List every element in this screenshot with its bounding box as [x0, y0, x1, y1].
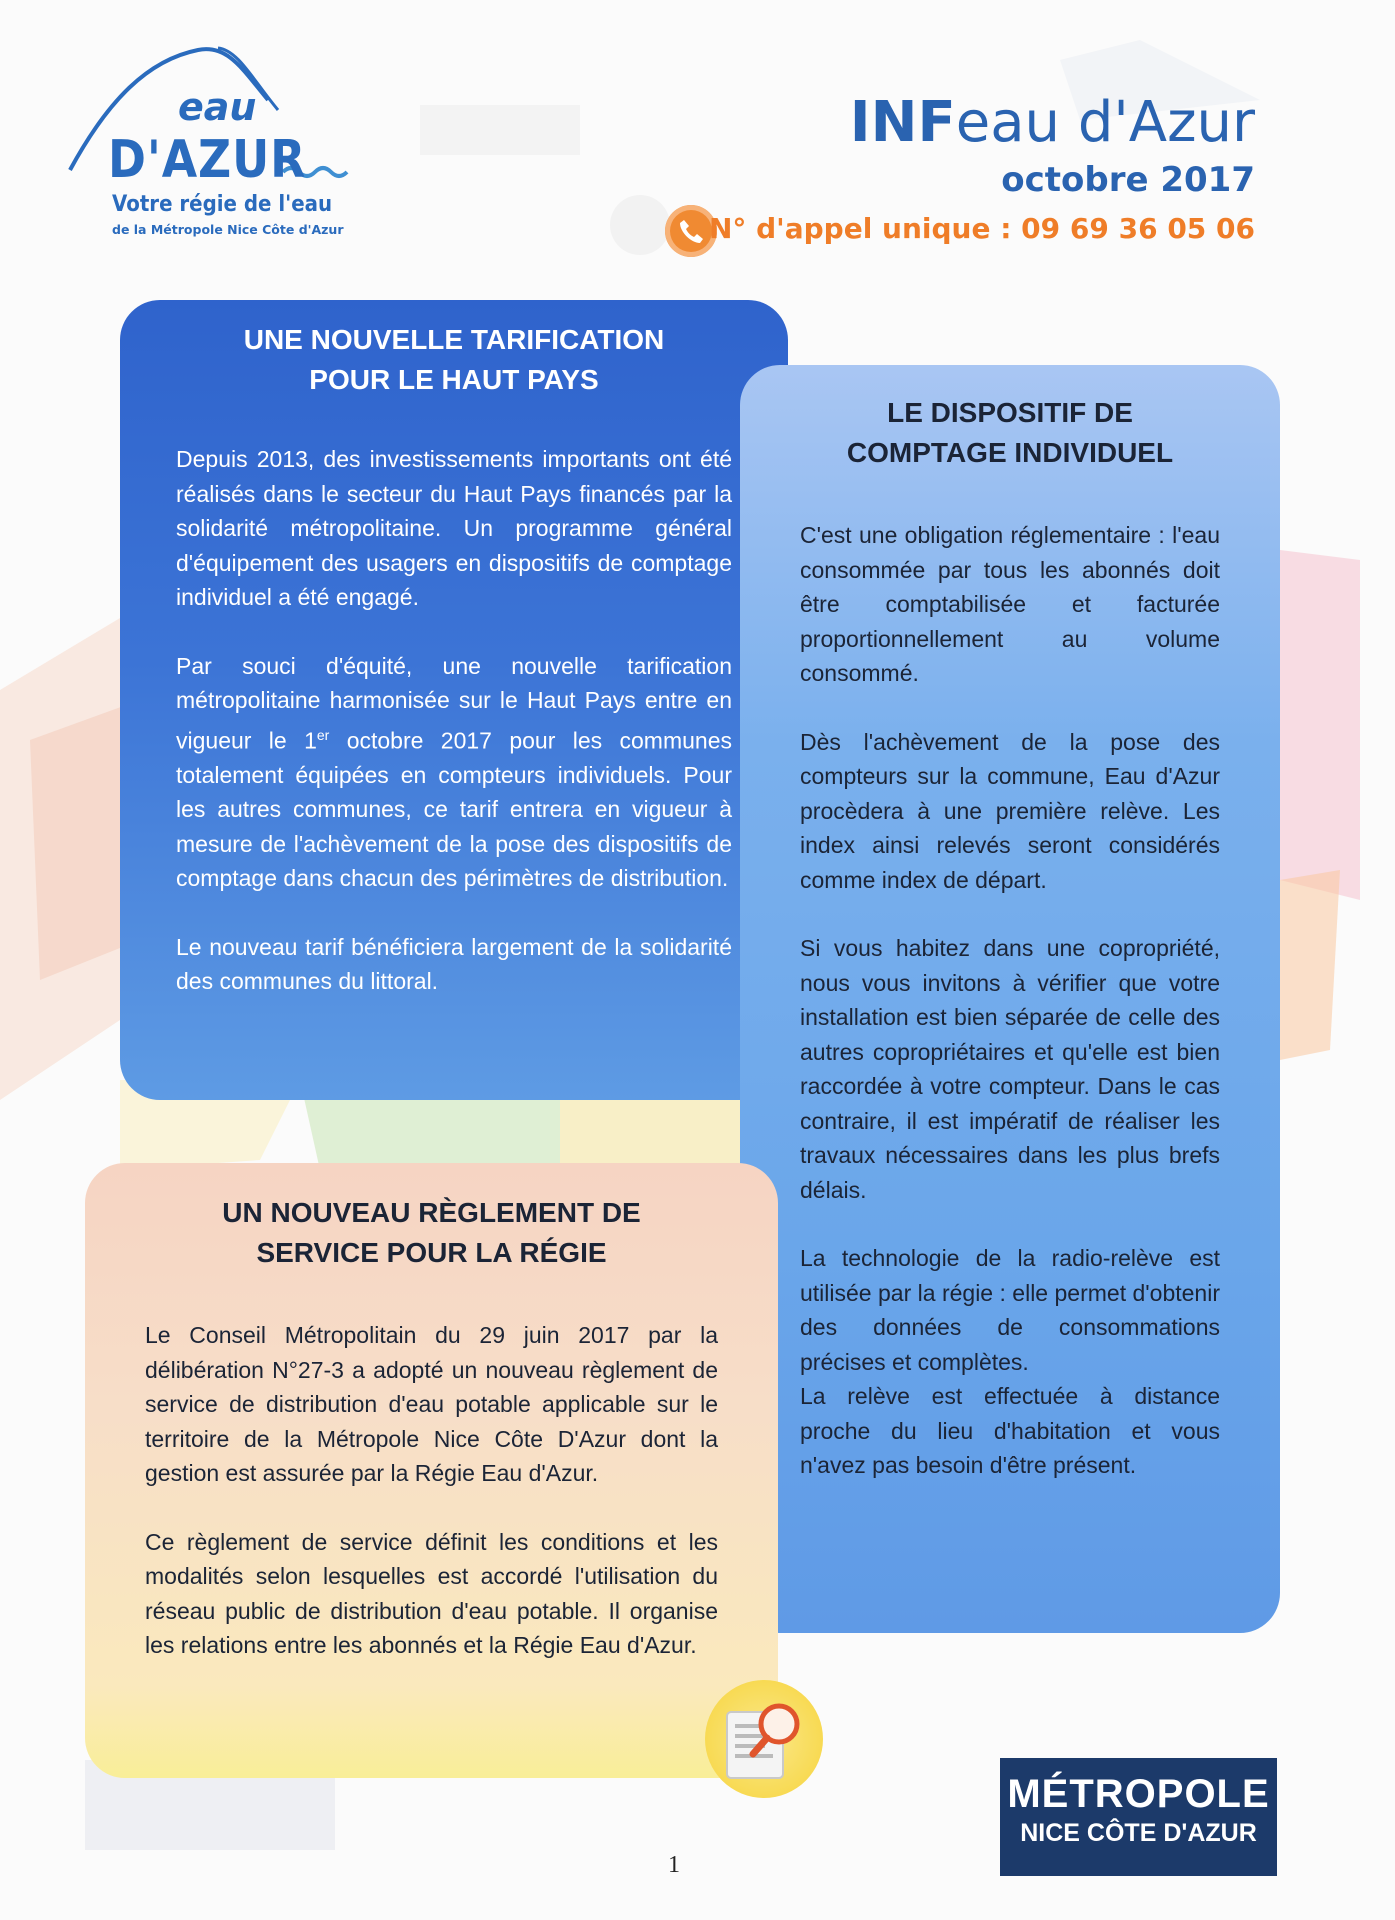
- metropole-line2: NICE CÔTE D'AZUR: [1020, 1819, 1257, 1847]
- panel-comptage-paragraph: La technologie de la radio-relève est utilisée par la régie : elle permet d'obtenir des données de consommations précises et complètes.: [800, 1245, 1220, 1375]
- panel-comptage-paragraph: Dès l'achèvement de la pose des compteurs sur la commune, Eau d'Azur procèdera à une première relève. Les index ainsi relevés seront considérés comme index de départ.: [800, 728, 1220, 893]
- panel-tarif-para2-sup: er: [316, 726, 330, 743]
- panel-tarif-para2-b: octobre 2017 pour les communes totalement équipées en compteurs individuels. Pour les autres communes, ce tarif entrera en vigueur à mesure de l'achèvement de la pose des dispositifs de comptage dans chacun des périmètres de distribution.: [176, 727, 732, 892]
- panel-comptage-paragraph: C'est une obligation réglementaire : l'eau consommée par tous les abonnés doit être comptabilisée et facturée proportionnellement au volume consommé.: [800, 522, 1220, 686]
- panel-reglement-paragraph: Ce règlement de service définit les conditions et les modalités selon lesquelles est accordé l'utilisation du réseau public de distribution d'eau potable. Il organise les relations entre les abonnés et la Régie Eau d'Azur.: [145, 1528, 718, 1658]
- panel-reglement-title-line1: UN NOUVEAU RÈGLEMENT DE: [222, 1197, 641, 1228]
- panel-reglement-title: [145, 1193, 718, 1273]
- page-number: 1: [668, 1852, 680, 1878]
- panel-comptage-title: [800, 393, 1220, 473]
- eau-dazur-logo: [68, 40, 368, 250]
- panel-tarif-paragraph: Depuis 2013, des investissements importants ont été réalisés dans le secteur du Haut Pays financés par la solidarité métropolitaine. Un programme général d'équipement des usagers en dispositifs de comptage individuel a été engagé.: [176, 446, 732, 610]
- panel-comptage-paragraph: La relève est effectuée à distance proche du lieu d'habitation et vous n'avez pas besoin d'être présent.: [800, 1383, 1220, 1478]
- logo-tagline: Votre régie de l'eau: [112, 192, 333, 217]
- logo-subtagline: de la Métropole Nice Côte d'Azur: [112, 222, 344, 237]
- issue-date: octobre 2017: [1001, 160, 1255, 200]
- panel-nouvelle-tarification: [120, 300, 788, 1100]
- panel-comptage-paragraph: Si vous habitez dans une copropriété, nous vous invitons à vérifier que votre installation est bien séparée de celle des autres copropriétaires et qu'elle est bien raccordée à votre compteur. Dans le cas contraire, il est impératif de réaliser les travaux nécessaires dans les plus brefs délais.: [800, 935, 1220, 1203]
- panel-reglement-title-line2: SERVICE POUR LA RÉGIE: [256, 1237, 607, 1268]
- panel-tarif-title-line2: POUR LE HAUT PAYS: [309, 364, 599, 395]
- panel-nouveau-reglement: [85, 1163, 778, 1778]
- logo-dazur-text: D'AZUR: [108, 130, 307, 190]
- panel-comptage-title-line1: LE DISPOSITIF DE: [887, 397, 1133, 428]
- panel-comptage-individuel: [740, 365, 1280, 1633]
- document-search-icon: [705, 1680, 823, 1798]
- panel-tarif-para2-a: Par souci d'équité, une nouvelle tarification métropolitaine harmonisée sur le Haut Pays entre en vigueur le 1: [176, 652, 732, 754]
- metropole-logo: [1000, 1758, 1277, 1876]
- panel-reglement-paragraph: Le Conseil Métropolitain du 29 juin 2017 par la délibération N°27-3 a adopté un nouveau règlement de service de distribution d'eau potable applicable sur le territoire de la Métropole Nice Côte D'Azur dont la gestion est assurée par la Régie Eau d'Azur.: [145, 1322, 718, 1486]
- panel-tarif-title-line1: UNE NOUVELLE TARIFICATION: [243, 324, 665, 355]
- panel-tarif-paragraph: [176, 649, 732, 896]
- panel-comptage-title-line2: COMPTAGE INDIVIDUEL: [846, 437, 1174, 468]
- phone-number: N° d'appel unique : 09 69 36 05 06: [708, 212, 1255, 245]
- logo-eau-text: eau: [178, 85, 257, 129]
- panel-tarif-title: [176, 320, 732, 400]
- panel-tarif-paragraph: Le nouveau tarif bénéficiera largement de la solidarité des communes du littoral.: [176, 933, 732, 995]
- newsletter-title-rest: eau d'Azur: [955, 90, 1255, 155]
- newsletter-title-strong: INF: [849, 90, 956, 155]
- metropole-line1: MÉTROPOLE: [1007, 1772, 1270, 1816]
- newsletter-title: [850, 90, 1255, 155]
